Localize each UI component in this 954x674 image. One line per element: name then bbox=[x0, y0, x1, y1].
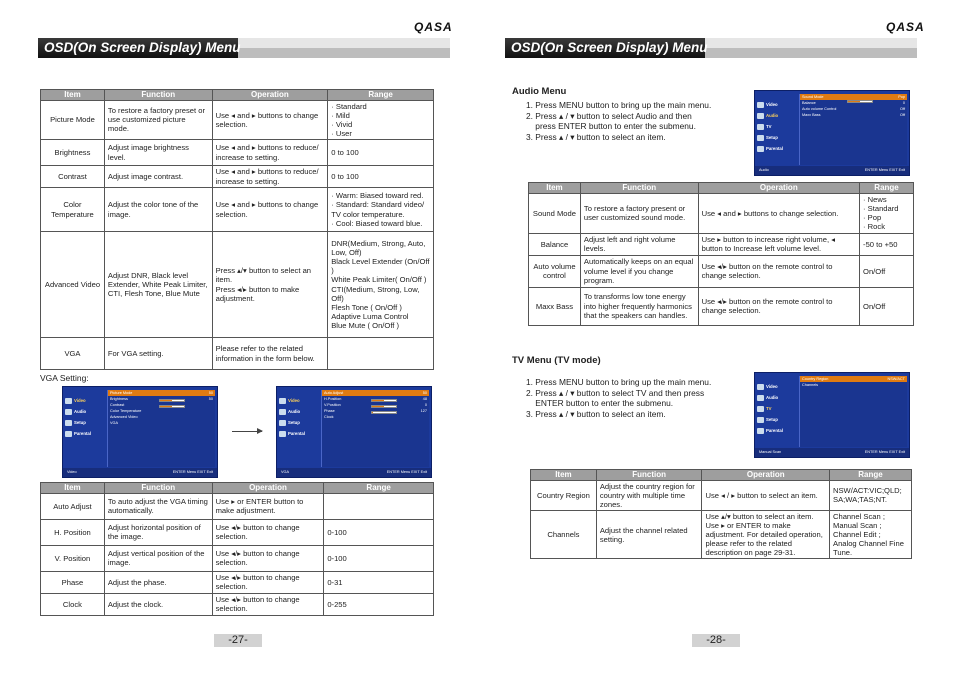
tv-menu-screen bbox=[754, 372, 910, 458]
column-header-range: Range bbox=[324, 483, 434, 494]
screen-footer-label: Manual Scan bbox=[759, 450, 782, 454]
column-header-item: Item bbox=[41, 483, 105, 494]
row-operation: Use ▸ or ENTER button to make adjustment. bbox=[212, 493, 324, 519]
row-item: Advanced Video bbox=[41, 232, 105, 338]
screen-row-value: 50 bbox=[208, 391, 213, 395]
column-header-function: Function bbox=[596, 470, 702, 481]
screen-menu-label: Parental bbox=[766, 428, 783, 433]
screen-menu-item bbox=[757, 381, 791, 392]
row-function: To restore a factory preset or use customized picture mode. bbox=[104, 100, 212, 139]
screen-row-label: Balance bbox=[802, 101, 816, 105]
right-page-header bbox=[505, 38, 917, 58]
row-item: Maxx Bass bbox=[529, 287, 581, 325]
row-operation: Use ◂ and ▸ buttons to reduce/ increase to setting. bbox=[212, 140, 328, 166]
screen-menu-label: Setup bbox=[74, 420, 86, 425]
row-range: On/Off bbox=[860, 255, 914, 287]
row-operation: Use ▴/▾ button to select an item. Use ▸ or ENTER to make adjustment. For detailed operation, please refer to the related description on page 29-31. bbox=[702, 510, 830, 559]
row-operation: Use ▸ button to increase right volume, ◂ button to Increase left volume level. bbox=[698, 233, 859, 255]
row-operation: Press ▴/▾ button to select an item. Press ◂/▸ button to make adjustment. bbox=[212, 232, 328, 338]
screen-row-label: Contrast bbox=[110, 403, 125, 407]
row-operation: Use ◂/▸ button to change selection. bbox=[212, 571, 324, 593]
table-row bbox=[529, 287, 914, 325]
screen-menu-label: Video bbox=[766, 384, 778, 389]
screen-row-label: Color Temperature bbox=[110, 409, 142, 413]
table-row bbox=[41, 188, 434, 232]
screen-slider bbox=[371, 399, 397, 402]
screen-footer-label: VGA bbox=[281, 470, 290, 474]
step-line: press ENTER button to enter the submenu. bbox=[526, 121, 696, 132]
screen-slider bbox=[847, 100, 873, 103]
screen-menu-label: Audio bbox=[766, 395, 779, 400]
row-item: Clock bbox=[41, 593, 105, 615]
row-function: Adjust left and right volume levels. bbox=[580, 233, 698, 255]
screen-menu-label: Setup bbox=[288, 420, 300, 425]
enter-key: ENTER Menu EXIT Exit bbox=[172, 470, 213, 474]
row-item: V. Position bbox=[41, 545, 105, 571]
table-header-row bbox=[41, 90, 434, 101]
screen-row-value: 50 bbox=[422, 391, 427, 395]
table-header-row bbox=[531, 470, 912, 481]
screen-menu bbox=[757, 381, 791, 436]
table-row bbox=[41, 519, 434, 545]
screen-menu-label: Parental bbox=[766, 146, 783, 151]
column-header-range: Range bbox=[860, 183, 914, 194]
step-line: 2. Press ▴ / ▾ button to select Audio and then bbox=[526, 110, 692, 121]
enter-key: ENTER Menu EXIT Exit bbox=[386, 470, 427, 474]
screen-menu-item bbox=[757, 121, 791, 132]
row-operation: Use ◂ and ▸ buttons to change selection. bbox=[212, 100, 328, 139]
step-line: 3. Press ▴ / ▾ button to select an item. bbox=[526, 408, 666, 419]
audio-menu-screen bbox=[754, 90, 910, 176]
row-range: Channel Scan ; Manual Scan ; Channel Edit ; Analog Channel Fine Tune. bbox=[830, 510, 912, 559]
row-function: Adjust DNR, Black level Extender, White Peak Limiter, CTI, Flesh Tone, Blue Mute bbox=[104, 232, 212, 338]
row-item: Channels bbox=[531, 510, 597, 559]
screen-row-value: Off bbox=[900, 107, 905, 111]
column-header-item: Item bbox=[531, 470, 597, 481]
table-row bbox=[41, 338, 434, 370]
screen-footer bbox=[755, 166, 909, 175]
screen-footer bbox=[277, 468, 431, 477]
audio-icon bbox=[65, 409, 72, 415]
row-function: To transforms low tone energy into higher frequently harmonics that the speakers can handles. bbox=[580, 287, 698, 325]
screen-menu-item bbox=[757, 99, 791, 110]
vga-setting-label: VGA Setting: bbox=[40, 373, 89, 383]
row-function: Adjust the phase. bbox=[104, 571, 212, 593]
screen-pane bbox=[799, 94, 907, 165]
row-operation: Please refer to the related information in the form below. bbox=[212, 338, 328, 370]
row-operation: Use ◂/▸ button on the remote control to change selection. bbox=[698, 287, 859, 325]
row-item: H. Position bbox=[41, 519, 105, 545]
row-item: Balance bbox=[529, 233, 581, 255]
audio-settings-table bbox=[528, 182, 914, 326]
row-range: 0-255 bbox=[324, 593, 434, 615]
row-function: Adjust image brightness level. bbox=[104, 140, 212, 166]
screen-row-label: Country Region bbox=[802, 377, 829, 381]
header-title: OSD(On Screen Display) Menu bbox=[44, 40, 241, 55]
screen-menu-label: Audio bbox=[766, 113, 779, 118]
row-operation: Use ◂ and ▸ buttons to change selection. bbox=[212, 188, 328, 232]
row-function: To auto adjust the VGA timing automatically. bbox=[104, 493, 212, 519]
screen-menu-item bbox=[279, 395, 313, 406]
screen-menu-label: Video bbox=[766, 102, 778, 107]
screen-row-value: Off bbox=[900, 113, 905, 117]
column-header-range: Range bbox=[328, 90, 434, 101]
row-range: 0 to 100 bbox=[328, 140, 434, 166]
row-range: 0-100 bbox=[324, 519, 434, 545]
row-function: Adjust the country region for country with multiple time zones. bbox=[596, 480, 702, 510]
column-header-function: Function bbox=[104, 90, 212, 101]
page-number: -28- bbox=[692, 634, 740, 647]
row-item: Country Region bbox=[531, 480, 597, 510]
table-row bbox=[531, 510, 912, 559]
column-header-range: Range bbox=[830, 470, 912, 481]
enter-key: ENTER Menu EXIT Exit bbox=[864, 450, 905, 454]
row-item: Contrast bbox=[41, 166, 105, 188]
screen-row-label: Maxx Bass bbox=[802, 113, 821, 117]
screen-menu-label: Parental bbox=[74, 431, 91, 436]
screen-row-value: 127 bbox=[420, 409, 427, 413]
row-operation: Use ◂/▸ button on the remote control to change selection. bbox=[698, 255, 859, 287]
brand-logo: QASA bbox=[414, 20, 453, 34]
vga-menu-screen bbox=[276, 386, 432, 478]
row-range: · News · Standard · Pop · Rock bbox=[860, 193, 914, 233]
vga-settings-table bbox=[40, 482, 434, 616]
setup-icon bbox=[65, 420, 72, 426]
row-function: Adjust image contrast. bbox=[104, 166, 212, 188]
screen-row bbox=[800, 112, 907, 118]
column-header-operation: Operation bbox=[212, 90, 328, 101]
table-row bbox=[529, 233, 914, 255]
row-item: Auto volume control bbox=[529, 255, 581, 287]
screen-menu bbox=[65, 395, 99, 439]
screen-menu-item bbox=[65, 406, 99, 417]
screen-row-label: Clock bbox=[324, 415, 334, 419]
row-function: Adjust the clock. bbox=[104, 593, 212, 615]
row-function: Automatically keeps on an equal volume level if you change program. bbox=[580, 255, 698, 287]
screen-menu-item bbox=[279, 406, 313, 417]
table-row bbox=[41, 232, 434, 338]
audio-menu-title: Audio Menu bbox=[512, 86, 567, 97]
tv-settings-table bbox=[530, 469, 912, 559]
table-row bbox=[529, 193, 914, 233]
screen-menu-label: TV bbox=[766, 124, 772, 129]
row-range: -50 to +50 bbox=[860, 233, 914, 255]
tv-icon bbox=[757, 124, 764, 130]
screen-menu-label: Audio bbox=[288, 409, 301, 414]
screen-menu-label: Audio bbox=[74, 409, 87, 414]
screen-row-label: VGA bbox=[110, 421, 119, 425]
row-item: Phase bbox=[41, 571, 105, 593]
screen-footer bbox=[755, 448, 909, 457]
screen-pane bbox=[799, 376, 907, 447]
table-row bbox=[41, 571, 434, 593]
parental-icon bbox=[279, 431, 286, 437]
screen-row-value: Pop bbox=[898, 95, 905, 99]
screen-menu-item bbox=[757, 110, 791, 121]
step-line: 3. Press ▴ / ▾ button to select an item. bbox=[526, 131, 666, 142]
screen-footer-label: Audio bbox=[759, 168, 769, 172]
video-icon bbox=[65, 398, 72, 404]
screen-row-label: Sound Mode bbox=[802, 95, 824, 99]
row-operation: Use ◂/▸ button to change selection. bbox=[212, 519, 324, 545]
screen-slider bbox=[159, 405, 185, 408]
table-row bbox=[41, 166, 434, 188]
audio-icon bbox=[757, 113, 764, 119]
row-operation: Use ◂ and ▸ buttons to reduce/ increase to setting. bbox=[212, 166, 328, 188]
column-header-item: Item bbox=[529, 183, 581, 194]
column-header-operation: Operation bbox=[212, 483, 324, 494]
video-icon bbox=[757, 384, 764, 390]
setup-icon bbox=[279, 420, 286, 426]
screen-row-label: Auto volume Control bbox=[802, 107, 837, 111]
screen-menu bbox=[757, 99, 791, 154]
table-row bbox=[41, 593, 434, 615]
row-item: VGA bbox=[41, 338, 105, 370]
screen-menu-label: Video bbox=[74, 398, 86, 403]
screen-menu-item bbox=[757, 414, 791, 425]
screen-row-label: H.Position bbox=[324, 397, 342, 401]
row-item: Color Temperature bbox=[41, 188, 105, 232]
row-item: Sound Mode bbox=[529, 193, 581, 233]
step-line: 1. Press MENU button to bring up the main menu. bbox=[526, 377, 712, 387]
screen-keys bbox=[173, 470, 213, 475]
screen-row bbox=[108, 420, 215, 426]
row-operation: Use ◂ and ▸ buttons to change selection. bbox=[698, 193, 859, 233]
screen-menu-item bbox=[757, 403, 791, 414]
row-item: Picture Mode bbox=[41, 100, 105, 139]
screen-menu-item bbox=[279, 428, 313, 439]
screen-row-label: Advanced Video bbox=[110, 415, 138, 419]
screen-row-label: Auto Adjust bbox=[324, 391, 344, 395]
table-row bbox=[529, 255, 914, 287]
brand-logo: QASA bbox=[886, 20, 925, 34]
screen-row-value: 0 bbox=[902, 101, 905, 105]
screen-row bbox=[800, 382, 907, 388]
screen-slider bbox=[371, 411, 397, 414]
screen-keys bbox=[865, 450, 905, 455]
screen-menu-item bbox=[65, 417, 99, 428]
column-header-operation: Operation bbox=[702, 470, 830, 481]
screen-menu bbox=[279, 395, 313, 439]
screen-menu-label: Setup bbox=[766, 135, 778, 140]
page-number: -27- bbox=[214, 634, 262, 647]
audio-steps bbox=[526, 100, 711, 142]
row-range: 0-31 bbox=[324, 571, 434, 593]
parental-icon bbox=[757, 428, 764, 434]
row-operation: Use ◂/▸ button to change selection. bbox=[212, 545, 324, 571]
screen-slider bbox=[159, 399, 185, 402]
row-range: · Warm: Biased toward red. · Standard: Standard video/ TV color temperature. · Cool: Biased toward blue. bbox=[328, 188, 434, 232]
screen-row-value: NSW/ACT bbox=[887, 377, 905, 381]
arrow-icon bbox=[232, 431, 262, 432]
picture-settings-table bbox=[40, 89, 434, 370]
column-header-operation: Operation bbox=[698, 183, 859, 194]
setup-icon bbox=[757, 135, 764, 141]
table-row bbox=[41, 545, 434, 571]
screen-row-label: Brightness bbox=[110, 397, 128, 401]
screen-menu-item bbox=[279, 417, 313, 428]
row-function: For VGA setting. bbox=[104, 338, 212, 370]
parental-icon bbox=[757, 146, 764, 152]
column-header-function: Function bbox=[580, 183, 698, 194]
screen-menu-label: TV bbox=[766, 406, 772, 411]
video-icon bbox=[757, 102, 764, 108]
screen-keys bbox=[387, 470, 427, 475]
row-function: To restore a factory present or user customized sound mode. bbox=[580, 193, 698, 233]
enter-key: ENTER Menu EXIT Exit bbox=[864, 168, 905, 172]
screen-row bbox=[322, 414, 429, 420]
row-range: On/Off bbox=[860, 287, 914, 325]
row-range: DNR(Medium, Strong, Auto, Low, Off) Black Level Extender (On/Off ) White Peak Limiter( On/Off ) CTI(Medium, Strong, Low, Off) Flesh Tone ( On/Off ) Adaptive Luma Control Blue Mute ( On/Off ) bbox=[328, 232, 434, 338]
row-range bbox=[328, 338, 434, 370]
screen-keys bbox=[865, 168, 905, 173]
screen-menu-item bbox=[757, 425, 791, 436]
screen-row-value: 50 bbox=[208, 397, 213, 401]
column-header-item: Item bbox=[41, 90, 105, 101]
row-operation: Use ◂/▸ button to change selection. bbox=[212, 593, 324, 615]
tv-icon bbox=[757, 406, 764, 412]
screen-menu-item bbox=[757, 132, 791, 143]
row-range bbox=[324, 493, 434, 519]
column-header-function: Function bbox=[104, 483, 212, 494]
table-header-row bbox=[529, 183, 914, 194]
screen-menu-item bbox=[65, 395, 99, 406]
screen-row-label: V.Position bbox=[324, 403, 341, 407]
row-item: Auto Adjust bbox=[41, 493, 105, 519]
screen-row-value: 0 bbox=[424, 403, 427, 407]
picture-menu-screen bbox=[62, 386, 218, 478]
row-range: · Standard · Mild · Vivid · User bbox=[328, 100, 434, 139]
screen-footer-label: Video bbox=[67, 470, 77, 474]
row-function: Adjust the color tone of the image. bbox=[104, 188, 212, 232]
step-line: ENTER button to enter the submenu. bbox=[526, 398, 674, 409]
step-line: 1. Press MENU button to bring up the main menu. bbox=[526, 100, 712, 110]
table-row bbox=[41, 100, 434, 139]
step-line: 2. Press ▴ / ▾ button to select TV and then press bbox=[526, 387, 705, 398]
audio-icon bbox=[279, 409, 286, 415]
row-range: 0-100 bbox=[324, 545, 434, 571]
header-title: OSD(On Screen Display) Menu bbox=[511, 40, 708, 55]
row-function: Adjust horizontal position of the image. bbox=[104, 519, 212, 545]
screen-menu-label: Setup bbox=[766, 417, 778, 422]
table-header-row bbox=[41, 483, 434, 494]
audio-icon bbox=[757, 395, 764, 401]
tv-steps bbox=[526, 377, 711, 419]
row-item: Brightness bbox=[41, 140, 105, 166]
video-icon bbox=[279, 398, 286, 404]
screen-footer bbox=[63, 468, 217, 477]
screen-menu-label: Parental bbox=[288, 431, 305, 436]
screen-row-value: 48 bbox=[422, 397, 427, 401]
table-row bbox=[41, 140, 434, 166]
row-range: NSW/ACT:VIC;QLD; SA;WA;TAS;NT. bbox=[830, 480, 912, 510]
parental-icon bbox=[65, 431, 72, 437]
row-operation: Use ◂ / ▸ button to select an item. bbox=[702, 480, 830, 510]
table-row bbox=[41, 493, 434, 519]
screen-menu-item bbox=[757, 392, 791, 403]
screen-menu-label: Video bbox=[288, 398, 300, 403]
screen-row-label: Channels bbox=[802, 383, 819, 387]
screen-slider bbox=[371, 405, 397, 408]
row-function: Adjust the channel related setting. bbox=[596, 510, 702, 559]
left-page-header bbox=[38, 38, 450, 58]
row-function: Adjust vertical position of the image. bbox=[104, 545, 212, 571]
screen-menu-item bbox=[757, 143, 791, 154]
tv-menu-title: TV Menu (TV mode) bbox=[512, 355, 601, 366]
table-row bbox=[531, 480, 912, 510]
setup-icon bbox=[757, 417, 764, 423]
screen-row-label: Phase bbox=[324, 409, 335, 413]
screen-menu-item bbox=[65, 428, 99, 439]
screen-row-label: Picture Mode bbox=[110, 391, 133, 395]
row-range: 0 to 100 bbox=[328, 166, 434, 188]
